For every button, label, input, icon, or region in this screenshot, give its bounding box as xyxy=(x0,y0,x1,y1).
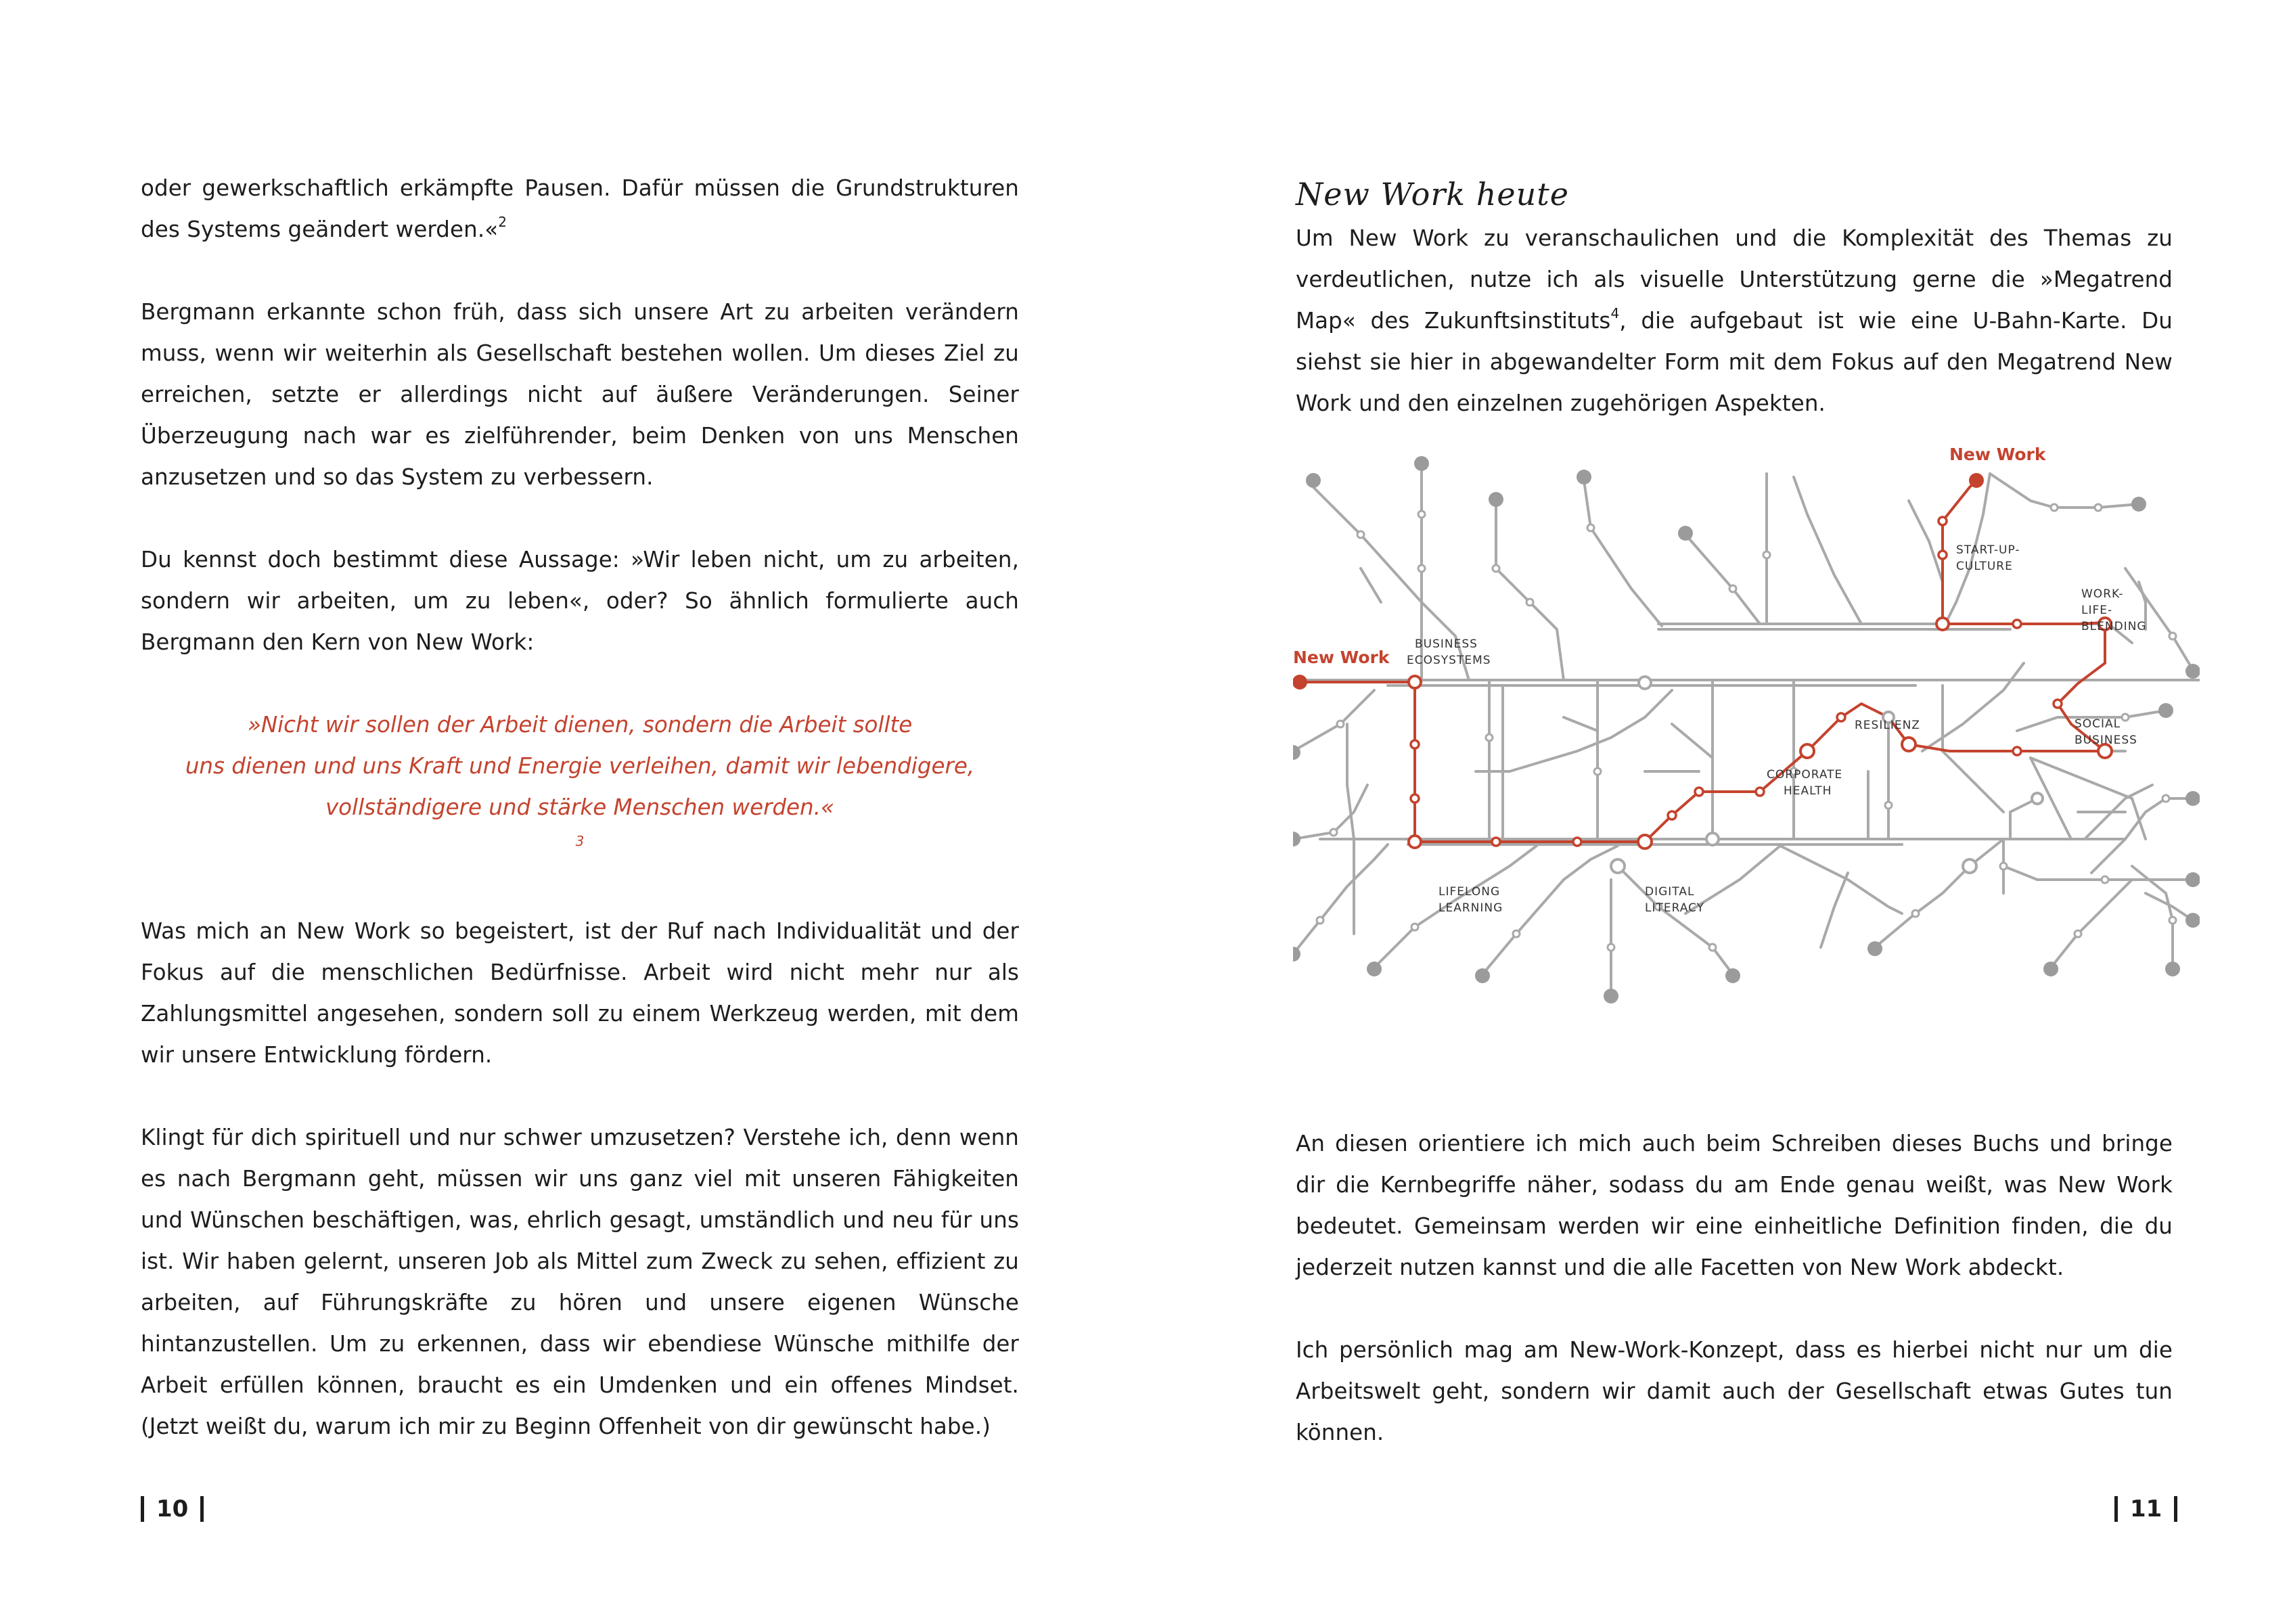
station-label-start-up-culture xyxy=(1956,543,2020,573)
station-label-lifelong-learning xyxy=(1438,885,1503,915)
station-business-ecosystems xyxy=(1409,676,1421,688)
station-dot xyxy=(2158,703,2173,718)
station-dot xyxy=(1513,930,1520,937)
route-station xyxy=(1573,838,1581,846)
station-lifelong-learning xyxy=(1409,836,1421,848)
route-station xyxy=(1837,713,1845,721)
station-dot xyxy=(1414,456,1429,471)
station-dot xyxy=(1587,524,1594,531)
svg-text:HEALTH: HEALTH xyxy=(1784,784,1832,798)
station-dot xyxy=(1639,677,1651,689)
station-dot xyxy=(1418,565,1425,572)
station-dot xyxy=(1293,947,1300,962)
route-station xyxy=(2054,700,2062,708)
station-dot xyxy=(1489,492,1503,507)
route-station xyxy=(1939,517,1947,525)
footnote-ref[interactable]: 2 xyxy=(498,214,507,231)
station-dot xyxy=(2000,863,2007,870)
new-work-start-top xyxy=(1969,473,1984,488)
route-station xyxy=(1492,838,1500,846)
station-dot xyxy=(1475,968,1490,983)
svg-text:LIFELONG: LIFELONG xyxy=(1438,885,1501,899)
svg-text:SOCIAL: SOCIAL xyxy=(2075,717,2121,731)
page-number-left xyxy=(129,1495,216,1522)
station-dot xyxy=(2095,504,2102,511)
block-quote xyxy=(141,704,1019,870)
station-dot xyxy=(1706,833,1719,845)
station-dot xyxy=(1577,470,1591,484)
paragraph: An diesen orientiere ich mich auch beim Schreiben dieses Buchs und bringe dir die Kernbegriffe näher, sodass du am Ende genau weißt, was New Work bedeutet. Gemeinsam werden wir eine einheitliche Definition finden, die du jederzeit nutzen kannst und die alle Facetten von New Work abdeckt. xyxy=(1296,1131,2173,1280)
station-label-corporate-health xyxy=(1767,768,1842,798)
page-number-bar xyxy=(141,1496,144,1522)
quote-line: »Nicht wir sollen der Arbeit dienen, sondern die Arbeit sollte xyxy=(247,712,913,738)
station-dot xyxy=(2169,633,2176,639)
station-dot xyxy=(2075,930,2081,937)
station-dot xyxy=(1678,526,1693,541)
page-number-bar xyxy=(200,1496,204,1522)
route-station xyxy=(1411,794,1419,803)
svg-text:START-UP-: START-UP- xyxy=(1956,543,2020,557)
page-number-text: 10 xyxy=(156,1495,189,1522)
station-dot xyxy=(1604,989,1618,1003)
station-dot xyxy=(1493,565,1499,572)
left-page xyxy=(0,0,1144,1624)
svg-text:BUSINESS: BUSINESS xyxy=(2075,734,2137,747)
quote-line: vollständigere und stärke Menschen werden.« $^3$ xyxy=(325,794,835,850)
station-dot xyxy=(1725,968,1740,983)
station-dot xyxy=(1367,962,1382,976)
network-lines xyxy=(1293,467,2200,995)
station-digital-literacy xyxy=(1638,835,1652,849)
station-corporate-health xyxy=(1800,744,1814,758)
station-dot xyxy=(2131,497,2146,512)
footnote-ref[interactable]: 3 xyxy=(575,833,585,850)
station-dot xyxy=(2185,791,2200,806)
paragraph: oder gewerkschaftlich erkämpfte Pausen. Dafür müssen die Grundstrukturen des Systems geändert werden.«$^2$ xyxy=(141,175,1019,242)
svg-text:BUSINESS: BUSINESS xyxy=(1415,637,1478,651)
station-label-digital-literacy xyxy=(1645,885,1704,915)
station-dot xyxy=(2169,917,2176,924)
paragraph: Klingt für dich spirituell und nur schwer umzusetzen? Verstehe ich, denn wenn es nach Bergmann geht, müssen wir uns ganz viel mit unseren Fähigkeiten und Wünschen beschäftigen, was, ehrlich gesagt, umständlich und neu für uns ist. Wir haben gelernt, unseren Job als Mittel zum Zweck zu sehen, effizient zu arbeiten, auf Führungskräfte zu hören und unsere eigenen Wünsche hintanzustellen. Um zu erkennen, dass wir ebendiese Wünsche mithilfe der Arbeit erfüllen können, braucht es ein Umdenken und ein offenes Mindset. (Jetzt weißt du, warum ich mir zu Beginn Offenheit von dir gewünscht habe.) xyxy=(141,1125,1019,1439)
route-station xyxy=(1695,788,1703,796)
svg-text:WORK-: WORK- xyxy=(2081,587,2124,601)
route-station xyxy=(2013,620,2021,628)
station-dot xyxy=(2051,504,2058,511)
station-dot xyxy=(2032,793,2043,804)
station-dot xyxy=(1411,924,1418,930)
route-station xyxy=(1939,551,1947,559)
station-dot xyxy=(2165,962,2180,976)
metro-map-svg xyxy=(1293,433,2200,1083)
station-dot xyxy=(2122,714,2129,721)
page-number-bar xyxy=(2114,1496,2118,1522)
station-resilienz xyxy=(1902,738,1916,751)
station-label-social-business xyxy=(2075,717,2137,747)
station-dot xyxy=(2185,664,2200,679)
intermediate-stations xyxy=(1317,504,2176,951)
station-dot xyxy=(1418,511,1425,518)
station-start-up-culture xyxy=(1936,618,1949,630)
right-text-column xyxy=(1296,218,2173,424)
station-dot xyxy=(2185,913,2200,928)
svg-text:RESILIENZ: RESILIENZ xyxy=(1855,719,1920,732)
route-station xyxy=(1411,740,1419,748)
station-dot xyxy=(2043,962,2058,976)
station-dot xyxy=(1885,802,1892,809)
page-number-bar xyxy=(2174,1496,2177,1522)
route-station xyxy=(1668,811,1676,819)
station-dot xyxy=(1611,859,1625,873)
paragraph: Was mich an New Work so begeistert, ist der Ruf nach Individualität und der Fokus auf die menschlichen Bedürfnisse. Arbeit wird nicht mehr nur als Zahlungsmittel angesehen, sondern soll zu einem Werkzeug werden, mit dem wir unsere Entwicklung fördern. xyxy=(141,918,1019,1068)
station-dot xyxy=(1330,829,1337,836)
station-dot xyxy=(2185,872,2200,887)
new-work-label-top: New Work xyxy=(1949,445,2046,464)
station-dot xyxy=(2102,876,2108,883)
station-dot xyxy=(1709,944,1716,951)
right-page xyxy=(1144,0,2289,1624)
svg-text:CULTURE: CULTURE xyxy=(1956,560,2013,573)
station-dot xyxy=(1317,917,1323,924)
footnote-ref[interactable]: 4 xyxy=(1610,305,1620,322)
route-station xyxy=(1756,788,1764,796)
svg-text:ECOSYSTEMS: ECOSYSTEMS xyxy=(1407,654,1491,667)
megatrend-metro-map xyxy=(1293,433,2200,1083)
page-number-right xyxy=(2102,1495,2190,1522)
station-dot xyxy=(1867,941,1882,956)
quote-line: uns dienen und uns Kraft und Energie verleihen, damit wir lebendigere, xyxy=(185,753,975,779)
station-dot xyxy=(2162,795,2169,802)
svg-text:LEARNING: LEARNING xyxy=(1438,901,1503,915)
station-dot xyxy=(1357,531,1364,538)
section-heading: New Work heute xyxy=(1296,176,1569,212)
paragraph: Du kennst doch bestimmt diese Aussage: »Wir leben nicht, um zu arbeiten, sondern wir arbeiten, um zu leben«, oder? So ähnlich formulierte auch Bergmann den Kern von New Work: xyxy=(141,547,1019,655)
svg-text:BLENDING: BLENDING xyxy=(2081,620,2147,633)
station-dot xyxy=(1306,473,1321,488)
station-dot xyxy=(1763,551,1770,558)
station-dot xyxy=(1912,910,1919,917)
intro-paragraph: Um New Work zu veranschaulichen und die Komplexität des Themas zu verdeutlichen, nutze ich als visuelle Unterstützung gerne die »Megatrend Map« des Zukunftsinstituts$^4$, die aufgebaut ist wie eine U-Bahn-Karte. Du siehst sie hier in abgewandelter Form mit dem Fokus auf den Megatrend New Work und den einzelnen zugehörigen Aspekten. xyxy=(1296,225,2173,416)
new-work-label-left: New Work xyxy=(1293,648,1390,667)
station-dot xyxy=(1526,599,1533,606)
station-dot xyxy=(1337,721,1344,727)
page-number-text: 11 xyxy=(2130,1495,2162,1522)
station-label-resilienz xyxy=(1855,719,1920,732)
station-label-work-life-blending xyxy=(2081,587,2147,633)
new-work-start-left xyxy=(1293,675,1307,690)
svg-text:CORPORATE: CORPORATE xyxy=(1767,768,1843,782)
paragraph: Ich persönlich mag am New-Work-Konzept, dass es hierbei nicht nur um die Arbeitswelt geht, sondern wir damit auch der Gesellschaft etwas Gutes tun können. xyxy=(1296,1337,2173,1445)
paragraph: Bergmann erkannte schon früh, dass sich unsere Art zu arbeiten verändern muss, wenn wir weiterhin als Gesellschaft bestehen wollen. Um dieses Ziel zu erreichen, setzte er allerdings nicht auf äußere Veränderungen. Seiner Überzeugung nach war es zielführender, beim Denken von uns Menschen anzusetzen und so das System zu verbessern. xyxy=(141,299,1019,490)
station-dot xyxy=(1486,734,1493,741)
svg-text:LITERACY: LITERACY xyxy=(1645,901,1705,915)
station-dot xyxy=(1729,585,1736,592)
terminal-stations xyxy=(1293,456,2200,1003)
station-label-business-ecosystems xyxy=(1407,637,1491,667)
station-dot xyxy=(1963,859,1976,873)
station-dot xyxy=(1608,944,1614,951)
svg-text:LIFE-: LIFE- xyxy=(2081,604,2113,617)
svg-text:DIGITAL: DIGITAL xyxy=(1645,885,1695,899)
left-text-column xyxy=(141,168,1019,1447)
interchange-stations xyxy=(1409,618,2112,849)
station-dot xyxy=(1293,832,1300,847)
route-station xyxy=(2013,747,2021,755)
station-dot xyxy=(1594,768,1601,775)
right-text-column-bottom xyxy=(1296,1123,2173,1453)
